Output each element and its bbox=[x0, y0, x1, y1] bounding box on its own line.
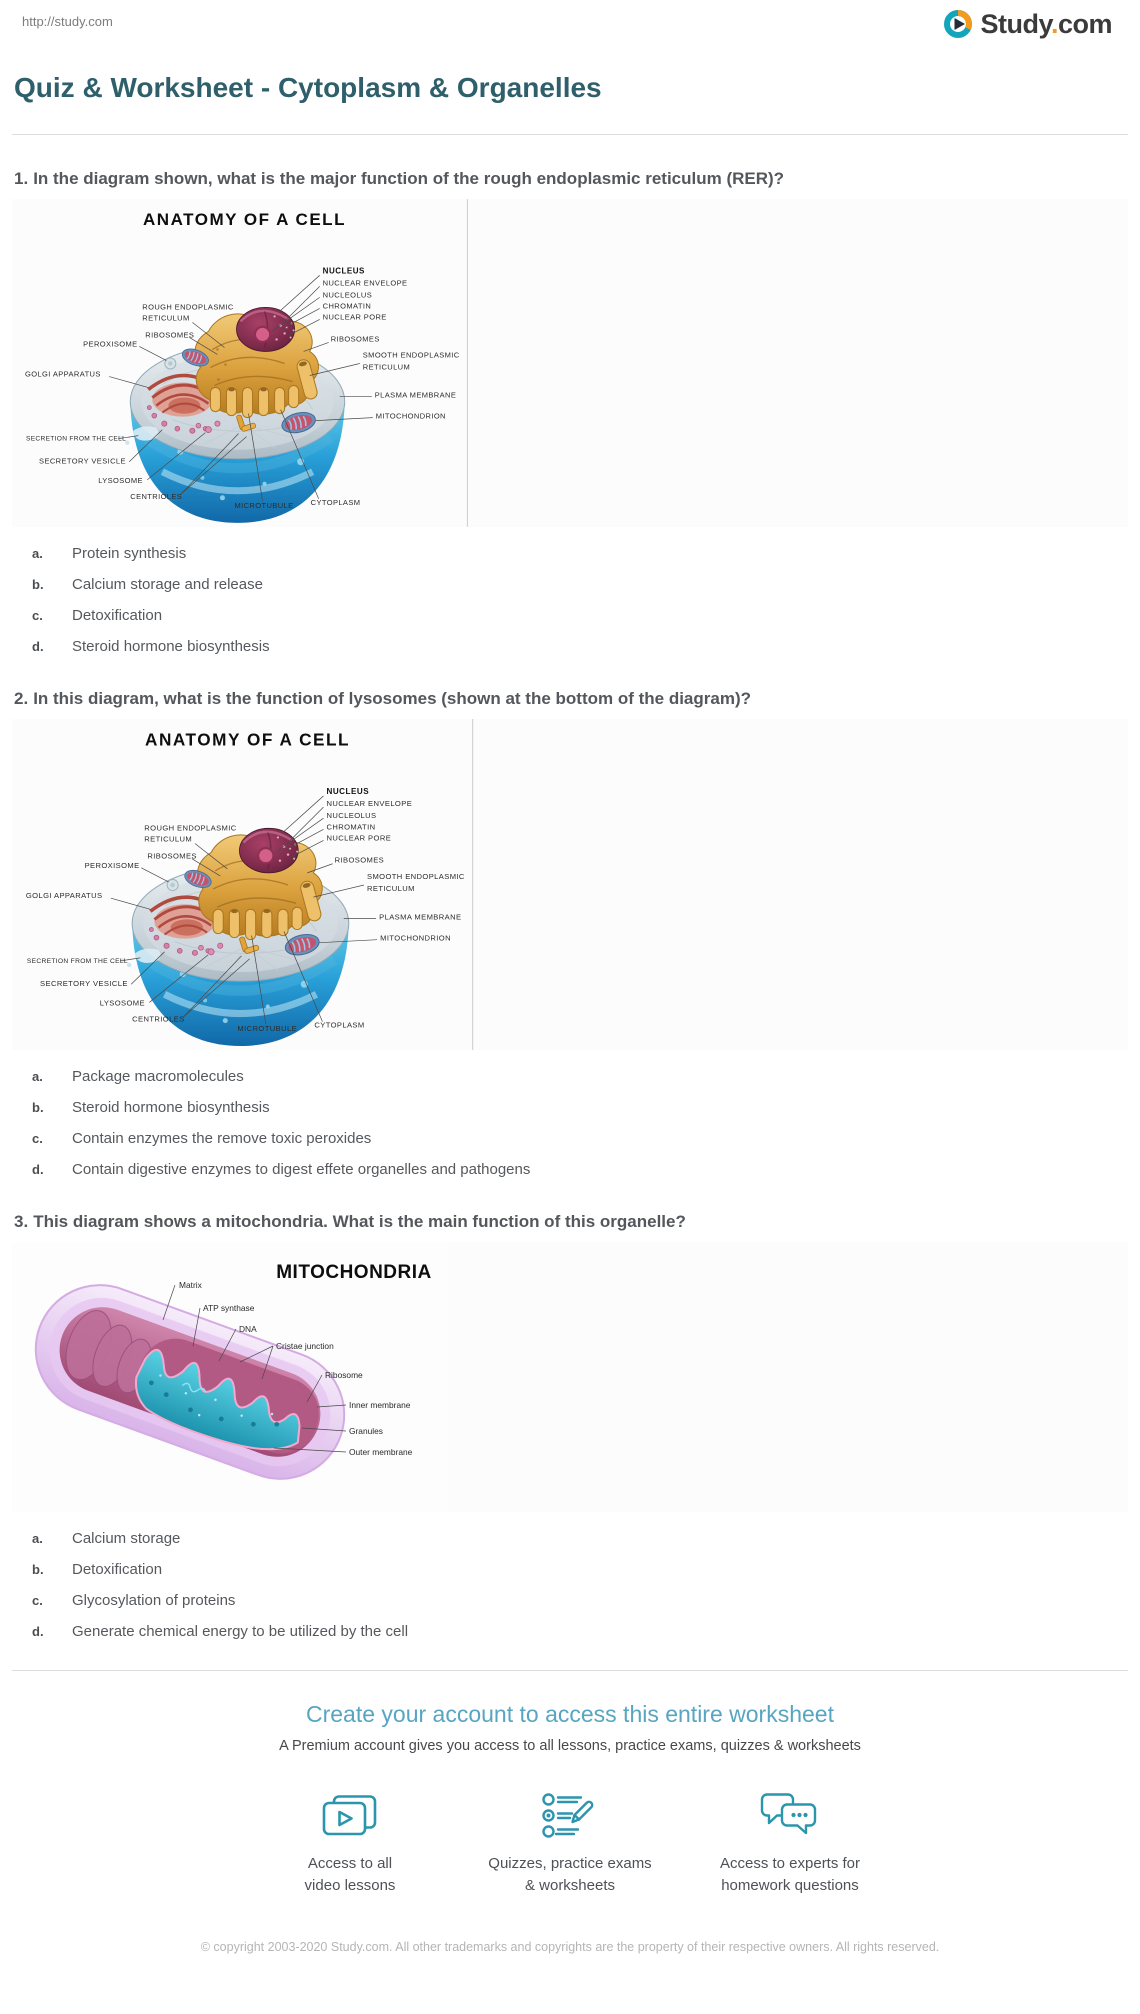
label-ribosome: Ribosome bbox=[325, 1370, 363, 1380]
video-lessons-icon bbox=[247, 1788, 453, 1840]
label-outer-membrane: Outer membrane bbox=[349, 1447, 413, 1457]
option-text: Detoxification bbox=[72, 1561, 163, 1578]
option-text: Generate chemical energy to be utilized by the cell bbox=[72, 1623, 409, 1640]
cell-diagram-1 bbox=[12, 199, 1128, 527]
option-letter: d. bbox=[32, 1624, 44, 1639]
lysosome-structure bbox=[215, 421, 220, 426]
feature-caption: Access to all video lessons bbox=[304, 1855, 396, 1894]
label-golgi: GOLGI APPARATUS bbox=[25, 369, 101, 379]
label-microtubule: MICROTUBULE bbox=[234, 500, 294, 510]
options-list-3 bbox=[32, 1530, 1128, 1640]
option-row bbox=[32, 607, 1128, 624]
option-letter: a. bbox=[32, 1069, 43, 1084]
cta-footer bbox=[12, 1670, 1128, 1958]
option-row bbox=[32, 1561, 1128, 1578]
cell-diagram-title: ANATOMY OF A CELL bbox=[145, 729, 351, 750]
label-peroxisome: PEROXISOME bbox=[83, 339, 138, 349]
label-atp-synthase: ATP synthase bbox=[203, 1303, 255, 1313]
option-row bbox=[32, 1130, 1128, 1147]
question-number: 3. bbox=[14, 1212, 29, 1231]
label-chromatin: CHROMATIN bbox=[326, 822, 376, 832]
feature-video-lessons bbox=[247, 1788, 453, 1897]
options-list-2 bbox=[32, 1068, 1128, 1178]
question-text: In the diagram shown, what is the major function of the rough endoplasmic reticulum (RER)? bbox=[33, 169, 785, 188]
label-chromatin: CHROMATIN bbox=[322, 301, 372, 311]
question-2-heading bbox=[14, 689, 1128, 709]
option-letter: d. bbox=[32, 1162, 44, 1177]
option-row bbox=[32, 1592, 1128, 1609]
feature-caption: Access to experts for homework questions bbox=[719, 1855, 861, 1894]
label-smooth-er-1: SMOOTH ENDOPLASMIC bbox=[366, 871, 465, 881]
option-letter: c. bbox=[32, 1131, 43, 1146]
option-row bbox=[32, 1161, 1128, 1178]
feature-list bbox=[12, 1788, 1128, 1897]
option-row bbox=[32, 576, 1128, 593]
label-nucleolus: NUCLEOLUS bbox=[326, 811, 377, 821]
nucleus-structure bbox=[236, 307, 294, 351]
label-ribosomes-left: RIBOSOMES bbox=[147, 851, 197, 861]
label-nuclear-envelope: NUCLEAR ENVELOPE bbox=[326, 799, 413, 809]
option-text: Steroid hormone biosynthesis bbox=[72, 638, 270, 655]
option-letter: c. bbox=[32, 608, 43, 623]
option-text: Contain enzymes the remove toxic peroxides bbox=[72, 1130, 372, 1147]
label-secretory-vesicle: SECRETORY VESICLE bbox=[39, 456, 126, 466]
question-2 bbox=[12, 689, 1128, 1178]
label-cristae-junction: Cristae junction bbox=[276, 1341, 334, 1351]
label-plasma-membrane: PLASMA MEMBRANE bbox=[374, 390, 457, 400]
label-granules: Granules bbox=[349, 1426, 383, 1436]
label-rough-er-2: RETICULUM bbox=[142, 313, 190, 323]
question-number: 1. bbox=[14, 169, 29, 188]
option-letter: a. bbox=[32, 546, 43, 561]
feature-experts bbox=[687, 1788, 893, 1897]
question-3 bbox=[12, 1212, 1128, 1640]
cell-diagram-2 bbox=[12, 719, 1128, 1050]
question-text: This diagram shows a mitochondria. What is the main function of this organelle? bbox=[33, 1212, 686, 1231]
nucleus-structure bbox=[239, 828, 298, 873]
option-text: Package macromolecules bbox=[72, 1068, 244, 1085]
label-cytoplasm: CYTOPLASM bbox=[310, 497, 361, 507]
option-text: Contain digestive enzymes to digest effete organelles and pathogens bbox=[72, 1161, 531, 1178]
page-header bbox=[0, 0, 1140, 48]
option-row bbox=[32, 545, 1128, 562]
question-1 bbox=[12, 169, 1128, 655]
option-letter: c. bbox=[32, 1593, 43, 1608]
option-row bbox=[32, 638, 1128, 655]
label-centrioles: CENTRIOLES bbox=[130, 491, 183, 501]
nucleolus-structure bbox=[255, 327, 270, 342]
option-letter: b. bbox=[32, 1562, 44, 1577]
label-secretion: SECRETION FROM THE CELL bbox=[26, 957, 128, 965]
option-row bbox=[32, 1099, 1128, 1116]
label-golgi: GOLGI APPARATUS bbox=[25, 891, 103, 901]
option-text: Calcium storage and release bbox=[72, 576, 263, 593]
label-nucleolus: NUCLEOLUS bbox=[322, 290, 373, 300]
page-url: http://study.com bbox=[22, 14, 113, 29]
label-ribosomes-left: RIBOSOMES bbox=[145, 330, 195, 340]
label-secretion: SECRETION FROM THE CELL bbox=[26, 435, 127, 443]
option-text: Steroid hormone biosynthesis bbox=[72, 1099, 270, 1116]
label-microtubule: MICROTUBULE bbox=[237, 1023, 298, 1033]
quizzes-worksheets-icon bbox=[467, 1788, 673, 1840]
label-peroxisome: PEROXISOME bbox=[84, 860, 140, 870]
divider bbox=[12, 134, 1128, 135]
option-text: Calcium storage bbox=[72, 1530, 181, 1547]
label-mitochondrion: MITOCHONDRION bbox=[380, 933, 451, 943]
option-letter: a. bbox=[32, 1531, 43, 1546]
question-3-heading bbox=[14, 1212, 1128, 1232]
label-mitochondrion: MITOCHONDRION bbox=[375, 411, 446, 421]
experts-chat-icon bbox=[687, 1788, 893, 1840]
label-ribosomes-right: RIBOSOMES bbox=[334, 855, 385, 865]
label-smooth-er-1: SMOOTH ENDOPLASMIC bbox=[362, 350, 460, 360]
question-1-heading bbox=[14, 169, 1128, 189]
feature-caption: Quizzes, practice exams & worksheets bbox=[488, 1855, 652, 1894]
label-secretory-vesicle: SECRETORY VESICLE bbox=[40, 979, 128, 989]
label-rough-er-1: ROUGH ENDOPLASMIC bbox=[144, 823, 237, 833]
option-text: Protein synthesis bbox=[72, 545, 187, 562]
label-nuclear-pore: NUCLEAR PORE bbox=[326, 833, 392, 843]
label-nucleus: NUCLEUS bbox=[326, 786, 370, 796]
label-lysosome: LYSOSOME bbox=[99, 998, 145, 1008]
label-inner-membrane: Inner membrane bbox=[349, 1400, 411, 1410]
label-rough-er-2: RETICULUM bbox=[144, 834, 193, 844]
option-letter: d. bbox=[32, 639, 44, 654]
label-plasma-membrane: PLASMA MEMBRANE bbox=[379, 912, 462, 922]
option-letter: b. bbox=[32, 577, 44, 592]
label-centrioles: CENTRIOLES bbox=[132, 1014, 185, 1024]
feature-quizzes bbox=[467, 1788, 673, 1897]
option-letter: b. bbox=[32, 1100, 44, 1115]
label-nucleus: NUCLEUS bbox=[322, 266, 365, 276]
label-smooth-er-2: RETICULUM bbox=[362, 362, 411, 372]
option-row bbox=[32, 1530, 1128, 1547]
option-text: Glycosylation of proteins bbox=[72, 1592, 236, 1609]
option-row bbox=[32, 1623, 1128, 1640]
cta-heading: Create your account to access this entire worksheet bbox=[306, 1701, 834, 1727]
question-text: In this diagram, what is the function of lysosomes (shown at the bottom of the diagram)? bbox=[33, 689, 752, 708]
cta-subheading: A Premium account gives you access to all lessons, practice exams, quizzes & worksheets bbox=[279, 1738, 861, 1754]
label-cytoplasm: CYTOPLASM bbox=[314, 1020, 365, 1030]
mitochondria-diagram bbox=[12, 1242, 1128, 1512]
label-rough-er-1: ROUGH ENDOPLASMIC bbox=[142, 302, 234, 312]
label-matrix: Matrix bbox=[179, 1280, 202, 1290]
option-row bbox=[32, 1068, 1128, 1085]
question-number: 2. bbox=[14, 689, 29, 708]
label-nuclear-pore: NUCLEAR PORE bbox=[322, 312, 387, 322]
options-list-1 bbox=[32, 545, 1128, 655]
mito-diagram-title: MITOCHONDRIA bbox=[276, 1262, 432, 1283]
cell-diagram-title: ANATOMY OF A CELL bbox=[143, 210, 346, 230]
logo-text: Study.com bbox=[980, 8, 1112, 39]
label-lysosome: LYSOSOME bbox=[98, 475, 143, 485]
studycom-logo bbox=[942, 8, 1112, 40]
label-ribosomes-right: RIBOSOMES bbox=[330, 334, 380, 344]
label-dna: DNA bbox=[239, 1324, 257, 1334]
logo-play-icon bbox=[942, 8, 974, 40]
label-smooth-er-2: RETICULUM bbox=[366, 884, 415, 894]
copyright-text: © copyright 2003-2020 Study.com. All other trademarks and copyrights are the property of their respective owners. All rights reserved. bbox=[200, 1939, 940, 1954]
page-title: Quiz & Worksheet - Cytoplasm & Organelles bbox=[14, 72, 602, 103]
label-nuclear-envelope: NUCLEAR ENVELOPE bbox=[322, 278, 408, 288]
option-text: Detoxification bbox=[72, 607, 163, 624]
divider bbox=[12, 1670, 1128, 1671]
